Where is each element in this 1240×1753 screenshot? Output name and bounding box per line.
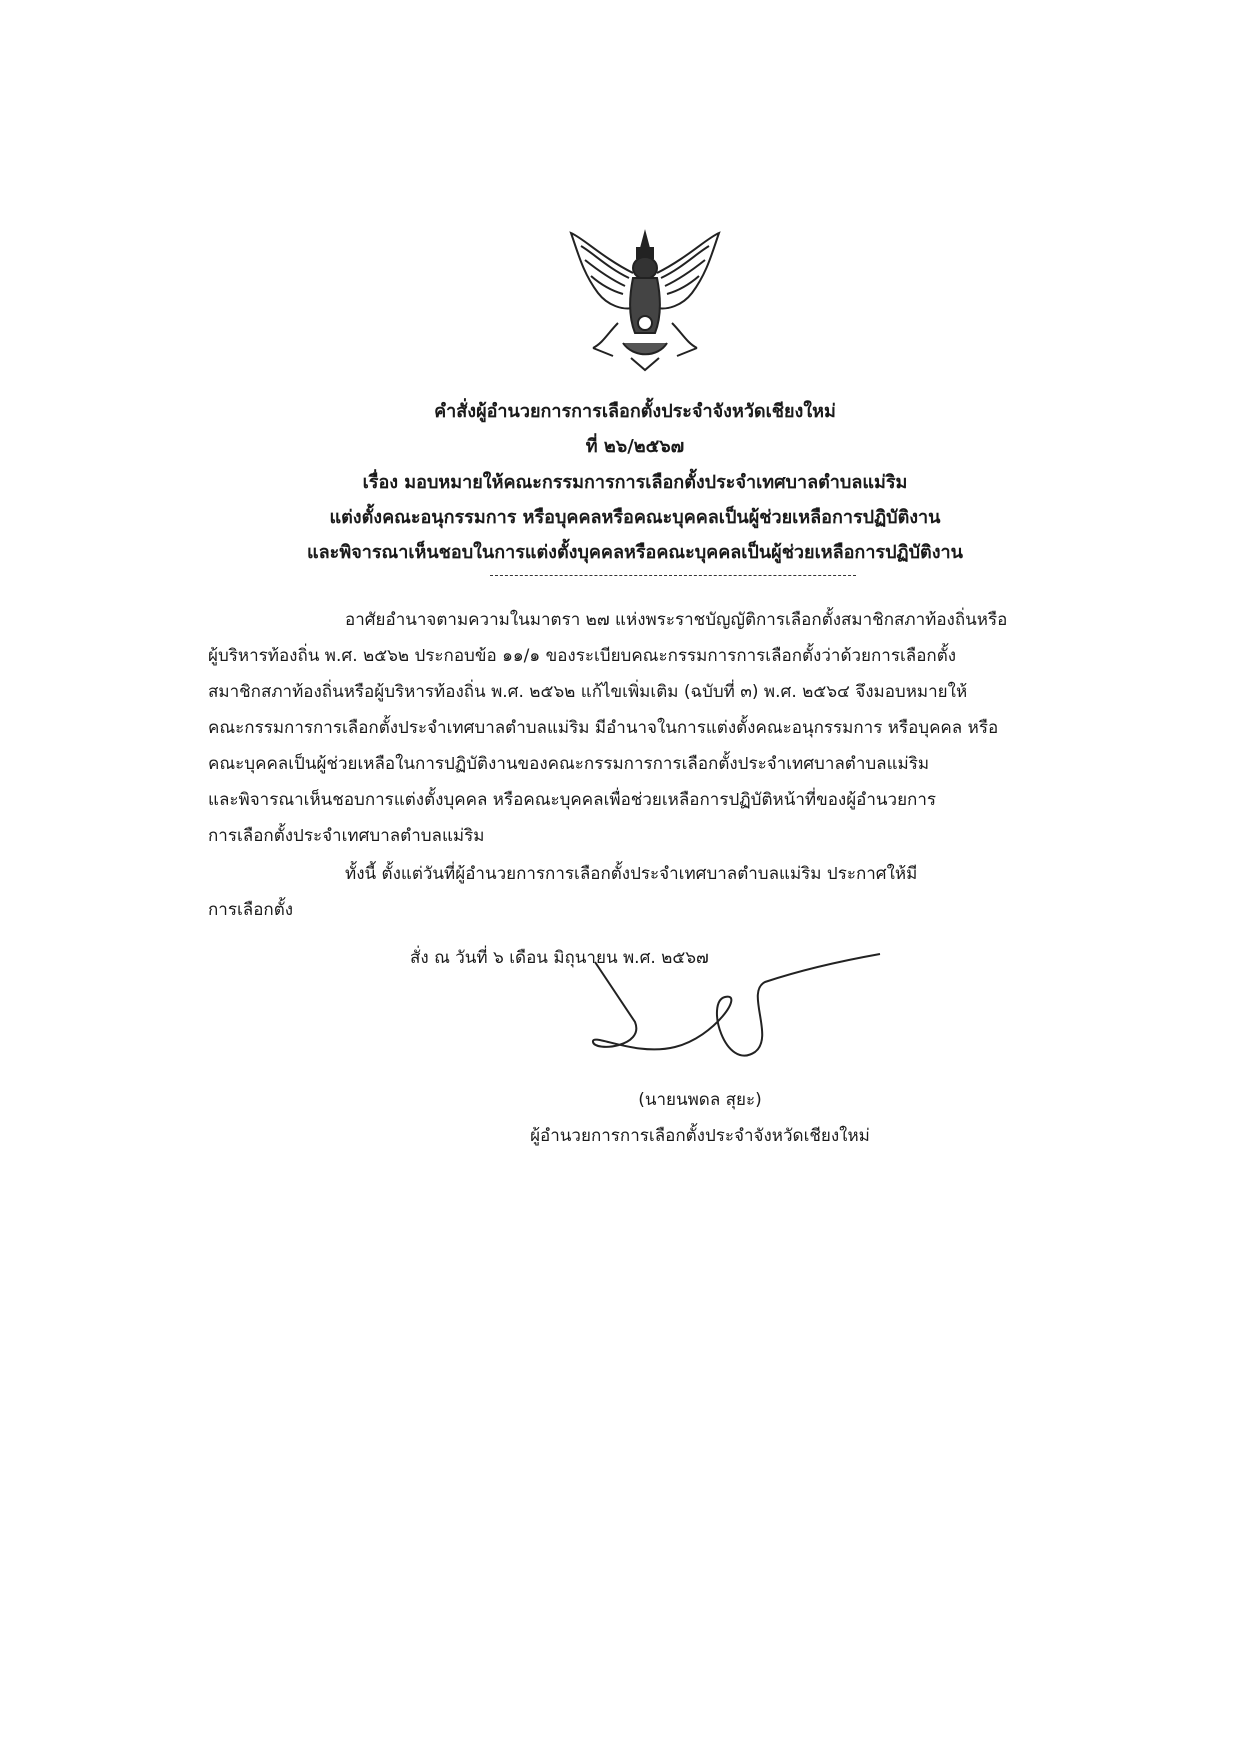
subject-line-3: และพิจารณาเห็นชอบในการแต่งตั้งบุคคลหรือคณะบุคคลเป็นผู้ช่วยเหลือการปฏิบัติงาน: [307, 542, 963, 563]
paragraph-line: การเลือกตั้ง: [208, 900, 294, 920]
paragraph-line: คณะกรรมการการเลือกตั้งประจำเทศบาลตำบลแม่ริม มีอำนาจในการแต่งตั้งคณะอนุกรรมการ หรือบุคคล หรือ: [208, 718, 999, 738]
subject-line-2: แต่งตั้งคณะอนุกรรมการ หรือบุคคลหรือคณะบุคคลเป็นผู้ช่วยเหลือการปฏิบัติงาน: [329, 507, 941, 528]
paragraph-line: ผู้บริหารท้องถิ่น พ.ศ. ๒๕๖๒ ประกอบข้อ ๑๑/๑ ของระเบียบคณะกรรมการการเลือกตั้งว่าด้วยการเลือกตั้ง: [208, 646, 957, 666]
paragraph-line: ทั้งนี้ ตั้งแต่วันที่ผู้อำนวยการการเลือกตั้งประจำเทศบาลตำบลแม่ริม ประกาศให้มี: [345, 864, 918, 884]
signer-name: (นายนพดล สุยะ): [638, 1090, 762, 1110]
subject-line-1: เรื่อง มอบหมายให้คณะกรรมการการเลือกตั้งประจำเทศบาลตำบลแม่ริม: [362, 472, 908, 493]
divider: [490, 575, 856, 576]
order-title: คำสั่งผู้อำนวยการการเลือกตั้งประจำจังหวัดเชียงใหม่: [434, 401, 836, 422]
paragraph-line: อาศัยอำนาจตามความในมาตรา ๒๗ แห่งพระราชบัญญัติการเลือกตั้งสมาชิกสภาท้องถิ่นหรือ: [345, 610, 1008, 630]
garuda-emblem-icon: [563, 228, 728, 373]
signer-position: ผู้อำนวยการการเลือกตั้งประจำจังหวัดเชียงใหม่: [530, 1126, 870, 1146]
paragraph-line: การเลือกตั้งประจำเทศบาลตำบลแม่ริม: [208, 826, 485, 846]
paragraph-line: และพิจารณาเห็นชอบการแต่งตั้งบุคคล หรือคณะบุคคลเพื่อช่วยเหลือการปฏิบัติหน้าที่ของผู้อำนวยการ: [208, 790, 937, 810]
paragraph-line: สมาชิกสภาท้องถิ่นหรือผู้บริหารท้องถิ่น พ.ศ. ๒๕๖๒ แก้ไขเพิ่มเติม (ฉบับที่ ๓) พ.ศ. ๒๕๖๔ จึงมอบหมายให้: [208, 682, 968, 702]
paragraph-line: คณะบุคคลเป็นผู้ช่วยเหลือในการปฏิบัติงานของคณะกรรมการการเลือกตั้งประจำเทศบาลตำบลแม่ริม: [208, 754, 930, 774]
order-number: ที่ ๒๖/๒๕๖๗: [585, 436, 685, 457]
order-date: สั่ง ณ วันที่ ๖ เดือน มิถุนายน พ.ศ. ๒๕๖๗: [410, 948, 709, 968]
signature-icon: [575, 952, 895, 1072]
